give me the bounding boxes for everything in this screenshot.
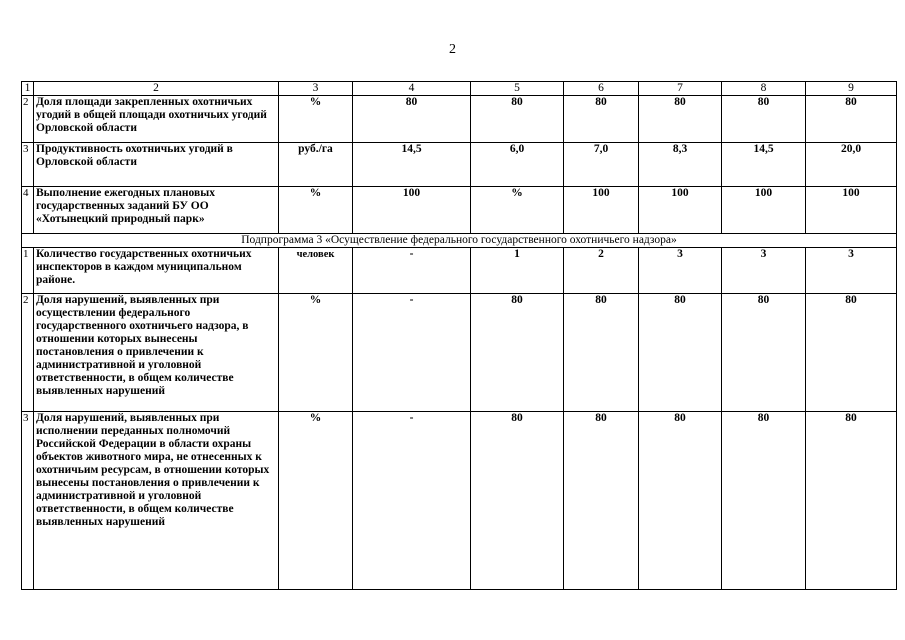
header-cell: 4 xyxy=(353,82,471,96)
value-cell: 3 xyxy=(639,248,722,294)
header-row xyxy=(22,82,897,96)
value-cell: 80 xyxy=(471,412,564,590)
unit-cell: % xyxy=(279,187,353,234)
row-number: 3 xyxy=(22,412,34,590)
value-cell: 100 xyxy=(722,187,806,234)
table-row xyxy=(22,187,897,234)
table-row xyxy=(22,96,897,143)
row-number: 3 xyxy=(22,143,34,187)
header-cell: 6 xyxy=(564,82,639,96)
header-cell: 7 xyxy=(639,82,722,96)
row-number: 4 xyxy=(22,187,34,234)
subprogram-title: Подпрограмма 3 «Осуществление федерального государственного охотничьего надзора» xyxy=(22,234,897,248)
unit-cell: % xyxy=(279,294,353,412)
value-cell: 2 xyxy=(564,248,639,294)
row-number: 1 xyxy=(22,248,34,294)
value-cell: 80 xyxy=(722,412,806,590)
indicator-name: Выполнение ежегодных плановых государственных заданий БУ ОО «Хотынецкий природный парк» xyxy=(34,187,279,234)
header-cell: 2 xyxy=(34,82,279,96)
value-cell: 100 xyxy=(806,187,897,234)
value-cell: 80 xyxy=(806,96,897,143)
value-cell: 100 xyxy=(564,187,639,234)
value-cell: - xyxy=(353,412,471,590)
value-cell: 80 xyxy=(639,412,722,590)
value-cell: 20,0 xyxy=(806,143,897,187)
value-cell: 80 xyxy=(564,96,639,143)
value-cell: - xyxy=(353,294,471,412)
value-cell: 1 xyxy=(471,248,564,294)
header-cell: 3 xyxy=(279,82,353,96)
header-cell: 9 xyxy=(806,82,897,96)
value-cell: 80 xyxy=(564,294,639,412)
value-cell: 14,5 xyxy=(722,143,806,187)
value-cell: - xyxy=(353,248,471,294)
value-cell: 3 xyxy=(806,248,897,294)
value-cell: 80 xyxy=(564,412,639,590)
table-row xyxy=(22,143,897,187)
value-cell: 3 xyxy=(722,248,806,294)
value-cell: 80 xyxy=(639,294,722,412)
header-cell: 8 xyxy=(722,82,806,96)
indicator-name: Доля площади закрепленных охотничьих угодий в общей площади охотничьих угодий Орловской области xyxy=(34,96,279,143)
value-cell: 80 xyxy=(722,294,806,412)
value-cell: 6,0 xyxy=(471,143,564,187)
value-cell: 80 xyxy=(806,412,897,590)
value-cell: 80 xyxy=(722,96,806,143)
page-number: 2 xyxy=(449,42,456,57)
table-row xyxy=(22,294,897,412)
unit-cell: % xyxy=(279,96,353,143)
indicator-name: Доля нарушений, выявленных при исполнении переданных полномочий Российской Федерации в области охраны объектов животного мира, не отнесенных к охотничьим ресурсам, в отношении которых вынесены постановления о привлечении к административной и уголовной ответственности, в общем количестве выявленных нарушений xyxy=(34,412,279,590)
unit-cell: руб./га xyxy=(279,143,353,187)
row-number: 2 xyxy=(22,294,34,412)
subprogram-row xyxy=(22,234,897,248)
indicator-name: Количество государственных охотничьих инспекторов в каждом муниципальном районе. xyxy=(34,248,279,294)
header-cell: 1 xyxy=(22,82,34,96)
indicators-table xyxy=(21,81,897,590)
value-cell: 80 xyxy=(353,96,471,143)
table-row xyxy=(22,248,897,294)
value-cell: 7,0 xyxy=(564,143,639,187)
value-cell: 80 xyxy=(471,96,564,143)
indicator-name: Продуктивность охотничьих угодий в Орловской области xyxy=(34,143,279,187)
value-cell: 80 xyxy=(806,294,897,412)
row-number: 2 xyxy=(22,96,34,143)
value-cell: % xyxy=(471,187,564,234)
value-cell: 80 xyxy=(471,294,564,412)
value-cell: 100 xyxy=(639,187,722,234)
unit-cell: % xyxy=(279,412,353,590)
indicator-name: Доля нарушений, выявленных при осуществлении федерального государственного охотничьего надзора, в отношении которых вынесены постановления о привлечении к административной и уголовной ответственности, в общем количестве выявленных нарушений xyxy=(34,294,279,412)
value-cell: 80 xyxy=(639,96,722,143)
value-cell: 8,3 xyxy=(639,143,722,187)
value-cell: 14,5 xyxy=(353,143,471,187)
value-cell: 100 xyxy=(353,187,471,234)
header-cell: 5 xyxy=(471,82,564,96)
unit-cell: человек xyxy=(279,248,353,294)
table-row xyxy=(22,412,897,590)
